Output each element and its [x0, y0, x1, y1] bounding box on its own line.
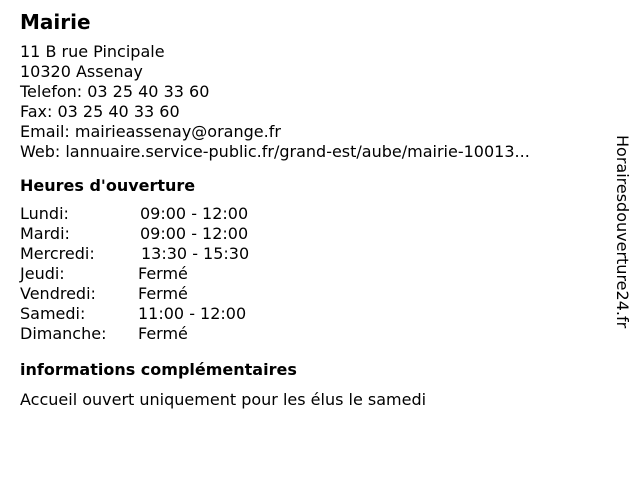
day-label: Dimanche:: [20, 324, 107, 343]
hours-table: [20, 204, 600, 344]
info-text: Accueil ouvert uniquement pour les élus le samedi: [20, 390, 427, 409]
day-label: Vendredi:: [20, 284, 96, 303]
street-address: 11 B rue Pincipale: [20, 42, 165, 61]
day-label: Jeudi:: [20, 264, 65, 283]
day-hours: Fermé: [138, 264, 188, 283]
hours-row-dimanche: [20, 324, 600, 344]
hours-row-mercredi: [20, 244, 600, 264]
hours-row-jeudi: [20, 264, 600, 284]
site-watermark: Horairesdouverture24.fr: [613, 135, 632, 329]
info-heading: informations complémentaires: [20, 360, 297, 379]
hours-row-vendredi: [20, 284, 600, 304]
day-hours: 09:00 - 12:00: [140, 204, 249, 223]
day-hours: Fermé: [138, 284, 188, 303]
day-label: Mardi:: [20, 224, 70, 243]
page-title: Mairie: [20, 10, 91, 34]
hours-row-samedi: [20, 304, 600, 324]
day-label: Lundi:: [20, 204, 69, 223]
email-line: Email: mairieassenay@orange.fr: [20, 122, 281, 141]
day-hours: 13:30 - 15:30: [141, 244, 250, 263]
listing-card: [20, 10, 600, 410]
day-hours: 09:00 - 12:00: [140, 224, 249, 243]
phone-line: Telefon: 03 25 40 33 60: [20, 82, 210, 101]
hours-row-lundi: [20, 204, 600, 224]
web-line: Web: lannuaire.service-public.fr/grand-est/aube/mairie-10013...: [20, 142, 530, 161]
day-hours: 11:00 - 12:00: [138, 304, 247, 323]
day-hours: Fermé: [138, 324, 188, 343]
day-label: Samedi:: [20, 304, 86, 323]
address-block: [20, 42, 600, 162]
hours-row-mardi: [20, 224, 600, 244]
postal-city: 10320 Assenay: [20, 62, 143, 81]
fax-line: Fax: 03 25 40 33 60: [20, 102, 180, 121]
hours-heading: Heures d'ouverture: [20, 176, 196, 195]
day-label: Mercredi:: [20, 244, 95, 263]
